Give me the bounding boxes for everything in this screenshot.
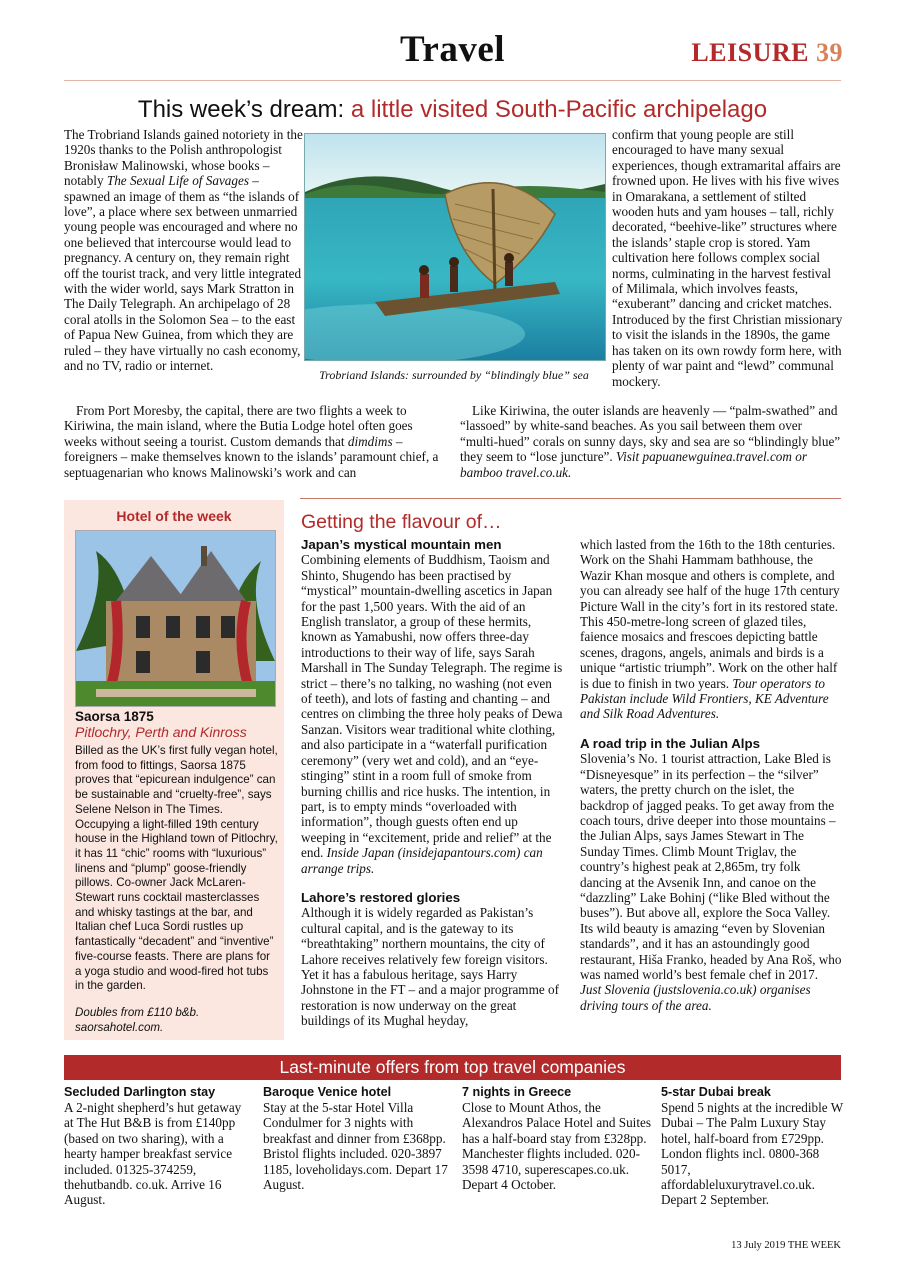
flavour-heading: Getting the flavour of… [301, 511, 502, 533]
category-name: LEISURE [691, 38, 809, 67]
book-title: The Sexual Life of Savages [106, 173, 249, 189]
flavour-column-1 [301, 537, 563, 1029]
dream-heading-sub: a little visited South-Pacific archipelago [350, 96, 768, 123]
japan-tip: Inside Japan (insidejapantours.com) can arrange trips. [301, 845, 543, 876]
offers-heading-bar: Last-minute offers from top travel companies [64, 1055, 841, 1080]
dream-col1-after: – spawned an image of them as “the islands of love”, a place where sex between unmarried young people was encouraged and where no one believed that intercourse would lead to pregnancy. A century on, they remain right off the tourist track, and very little integrated with the wider world, says Mark Stratton in The Daily Telegraph. An archipelago of 28 coral atolls in the Solomon Sea – to the east of Papua New Guinea, from which they are ruled – they have virtually no cash economy, and no TV, radio or internet. [64, 173, 302, 374]
dream-column-3 [612, 127, 844, 389]
mid-divider [300, 498, 841, 499]
dream-visit-link: Visit papuanewguinea.travel.com or bamboo travel.co.uk. [460, 449, 807, 480]
offer-body: Stay at the 5-star Hotel Villa Condulmer for 3 nights with breakfast and dinner from £368pp. Bristol flights included. 020-3897 1185, loveholidays.com. Depart 17 August. [263, 1100, 448, 1193]
hotel-photo-illustration [76, 531, 275, 706]
dream-bottom-right [460, 403, 842, 480]
hotel-location: Pitlochry, Perth and Kinross [75, 724, 247, 740]
offer-title: 7 nights in Greece [462, 1085, 572, 1099]
dream-heading [64, 96, 841, 124]
hotel-website: saorsahotel.com. [75, 1020, 164, 1034]
hotel-description: Billed as the UK’s first fully vegan hotel, from food to fittings, Saorsa 1875 proves that “epicurean indulgence” can be sustainable and “cruelty-free”, says Selene Nelson in The Times. Occupying a light-filled 19th century house in the Highland town of Pitlochry, it has 11 “chic” rooms with “luxurious” linens and “plump” goose-friendly pillows. Co-owner Jack McLaren-Stewart runs cocktail masterclasses and whisky tastings at the bar, and Italian chef Luca Sordi rustles up fantastically “decadent” and “inventive” five-course feasts. There are plans for a yoga studio and wood-fired hot tubs in the garden. [75, 744, 278, 993]
julian-alps-subheading: A road trip in the Julian Alps [580, 735, 761, 751]
offer-title: 5-star Dubai break [661, 1085, 771, 1099]
offer-body: Spend 5 nights at the incredible W Dubai – The Palm Luxury Stay hotel, half-board from £729pp. London flights incl. 0800-368 5017, affordableluxurytravel.co.uk. Depart 2 September. [661, 1100, 843, 1208]
offer-darlington [64, 1085, 254, 1208]
section-title: Travel [399, 29, 506, 70]
hotel-price: Doubles from £110 b&b. [75, 1006, 200, 1019]
japan-body: Combining elements of Buddhism, Taoism and Shinto, Shugendo has been practised by “mystical” mountain-dwelling ascetics in Japan for the past 1,500 years. With the aid of an English translator, a group of these hermits, known as Yamabushi, now offers three-day introductions to their way of life, says Sarah Marshall in The Sunday Telegraph. The regime is strict – there’s no talking, no washing (not even of teeth), and lots of fasting and chanting – and centres on climbing the three holy peaks of Dewa Sanzan. Visitors wear traditional white clothing, and also participate in a “waterfall purification ceremony” (very wet and cold), and an “eye-stinging” stint in a room full of smoke from burning chillis and rice husks. The intention, in part, is to empty minds “overloaded with information”, though guests often end up weeping in “excitement, pride and relief” at the end. [301, 552, 563, 861]
dream-bottom-right-text: Like Kiriwina, the outer islands are heavenly — “palm-swathed” and “lassoed” by white-sand beaches. As you sail between them over “multi-hued” corals on sunny days, sky and sea are so “blindingly blue” they seem to “lose juncture”. [460, 403, 841, 465]
lahore-continued: which lasted from the 16th to the 18th centuries. Work on the Shahi Hammam bathhouse, the Wazir Khan mosque and others is complete, and you can already see half of the huge 17th century Picture Wall in the city’s fort in its restored state. This 450-metre-long screen of glazed tiles, faience mosaics and frescoes depicting battle scenes, dragons, angels, animals and birds is a unique “artistic triumph”. Work on the other half is due to finish in two years. [580, 537, 840, 691]
offer-title: Baroque Venice hotel [263, 1085, 392, 1099]
trobriand-photo-illustration [305, 134, 605, 360]
dream-bottom-left-before: From Port Moresby, the capital, there are two flights a week to Kiriwina, the main island, where the Butia Lodge hotel often goes weeks without seeing a tourist. Custom demands that [64, 403, 413, 449]
trobriand-photo [304, 133, 606, 361]
offer-body: A 2-night shepherd’s hut getaway at The Hut B&B is from £140pp (based on two sharing), with a hearty hamper breakfast service included. 01325-374259, thehutbandb. co.uk. Arrive 16 August. [64, 1100, 242, 1208]
page-footer [731, 1240, 841, 1251]
page-number: 39 [816, 38, 843, 67]
lahore-tip: Tour operators to Pakistan include Wild Frontiers, KE Adventure and Silk Road Adventures. [580, 675, 829, 722]
flavour-column-2 [580, 537, 842, 1013]
hotel-of-the-week-label: Hotel of the week [116, 508, 232, 524]
offer-greece [462, 1085, 652, 1192]
photo-caption: Trobriand Islands: surrounded by “blindingly blue” sea [319, 368, 589, 382]
dream-col1-before: The Trobriand Islands gained notoriety in the 1920s thanks to the Polish anthropologist Bronisław Malinowski, whose books – notably [64, 127, 303, 189]
dimdims-term: dimdims [347, 433, 393, 449]
lahore-body: Although it is widely regarded as Pakistan’s cultural capital, and is the gateway to its “breathtaking” northern mountains, the city of Lahore receives relatively few foreign visitors. Yet it has a fabulous heritage, says Harry Johnstone in the FT – and a major programme of restoration is now underway on the great buildings of its Mughal heyday, [301, 905, 559, 1029]
category-label [691, 38, 843, 68]
offer-title: Secluded Darlington stay [64, 1085, 216, 1099]
japan-subheading: Japan’s mystical mountain men [301, 537, 502, 552]
offer-dubai [661, 1085, 843, 1208]
julian-alps-body: Slovenia’s No. 1 tourist attraction, Lake Bled is “Disneyesque” in its perfection – the “silver” waters, the pretty church on the islet, the backdrop of jagged peaks. To get away from the coach tours, drive deeper into those mountains – the Julian Alps, says James Stewart in The Sunday Times. Climb Mount Triglav, the country’s highest peak at 2,865m, try folk dancing at the Avsenik Inn, and canoe on the “dazzling” Lake Bohinj (“like Bled without the buses”). But above all, explore the Soca Valley. Its wild beauty is amazing “even by Slovenian standards”, and it has an astoundingly good restaurant, Hiša Franko, headed by Ana Roš, who was named world’s best female chef in 2017. [580, 751, 842, 982]
publication-name: THE WEEK [787, 1240, 841, 1251]
offer-body: Close to Mount Athos, the Alexandros Palace Hotel and Suites has a half-board stay from £328pp. Manchester flights included. 020-3598 4710, superescapes.co.uk. Depart 4 October. [462, 1100, 651, 1193]
dream-heading-lead: This week’s dream: [137, 96, 345, 123]
issue-date: 13 July 2019 [731, 1240, 786, 1251]
julian-alps-tip: Just Slovenia (justslovenia.co.uk) organises driving tours of the area. [580, 982, 811, 1013]
offer-venice [263, 1085, 453, 1192]
dream-col3-text: confirm that young people are still encouraged to have many sexual experiences, though extramarital affairs are frowned upon. He lives with his five wives in Omarakana, a settlement of stilted wooden huts and yam houses – tall, richly decorated, “beehive-like” structures where the islands’ staple crop is stored. Yam cultivation here follows complex social norms, culminating in the harvest festival of Milimala, which involves feasts, “exuberant” dancing and cricket matches. Introduced by the first Christian missionary to visit the islands in the 1890s, the game has taken on its own rowdy form here, with plenty of war paint and “lewd” communal mockery. [612, 127, 843, 389]
dream-bottom-left-after: – foreigners – make themselves known to the islands’ paramount chief, a septuagenarian who knows Malinowski’s work and can [64, 433, 439, 480]
hotel-booking-info [75, 1006, 278, 1035]
dream-column-1 [64, 127, 304, 374]
dream-bottom-left [64, 403, 444, 480]
hotel-photo [75, 530, 276, 707]
hotel-name: Saorsa 1875 [75, 709, 154, 724]
lahore-subheading: Lahore’s restored glories [301, 889, 461, 905]
top-divider [64, 80, 841, 81]
